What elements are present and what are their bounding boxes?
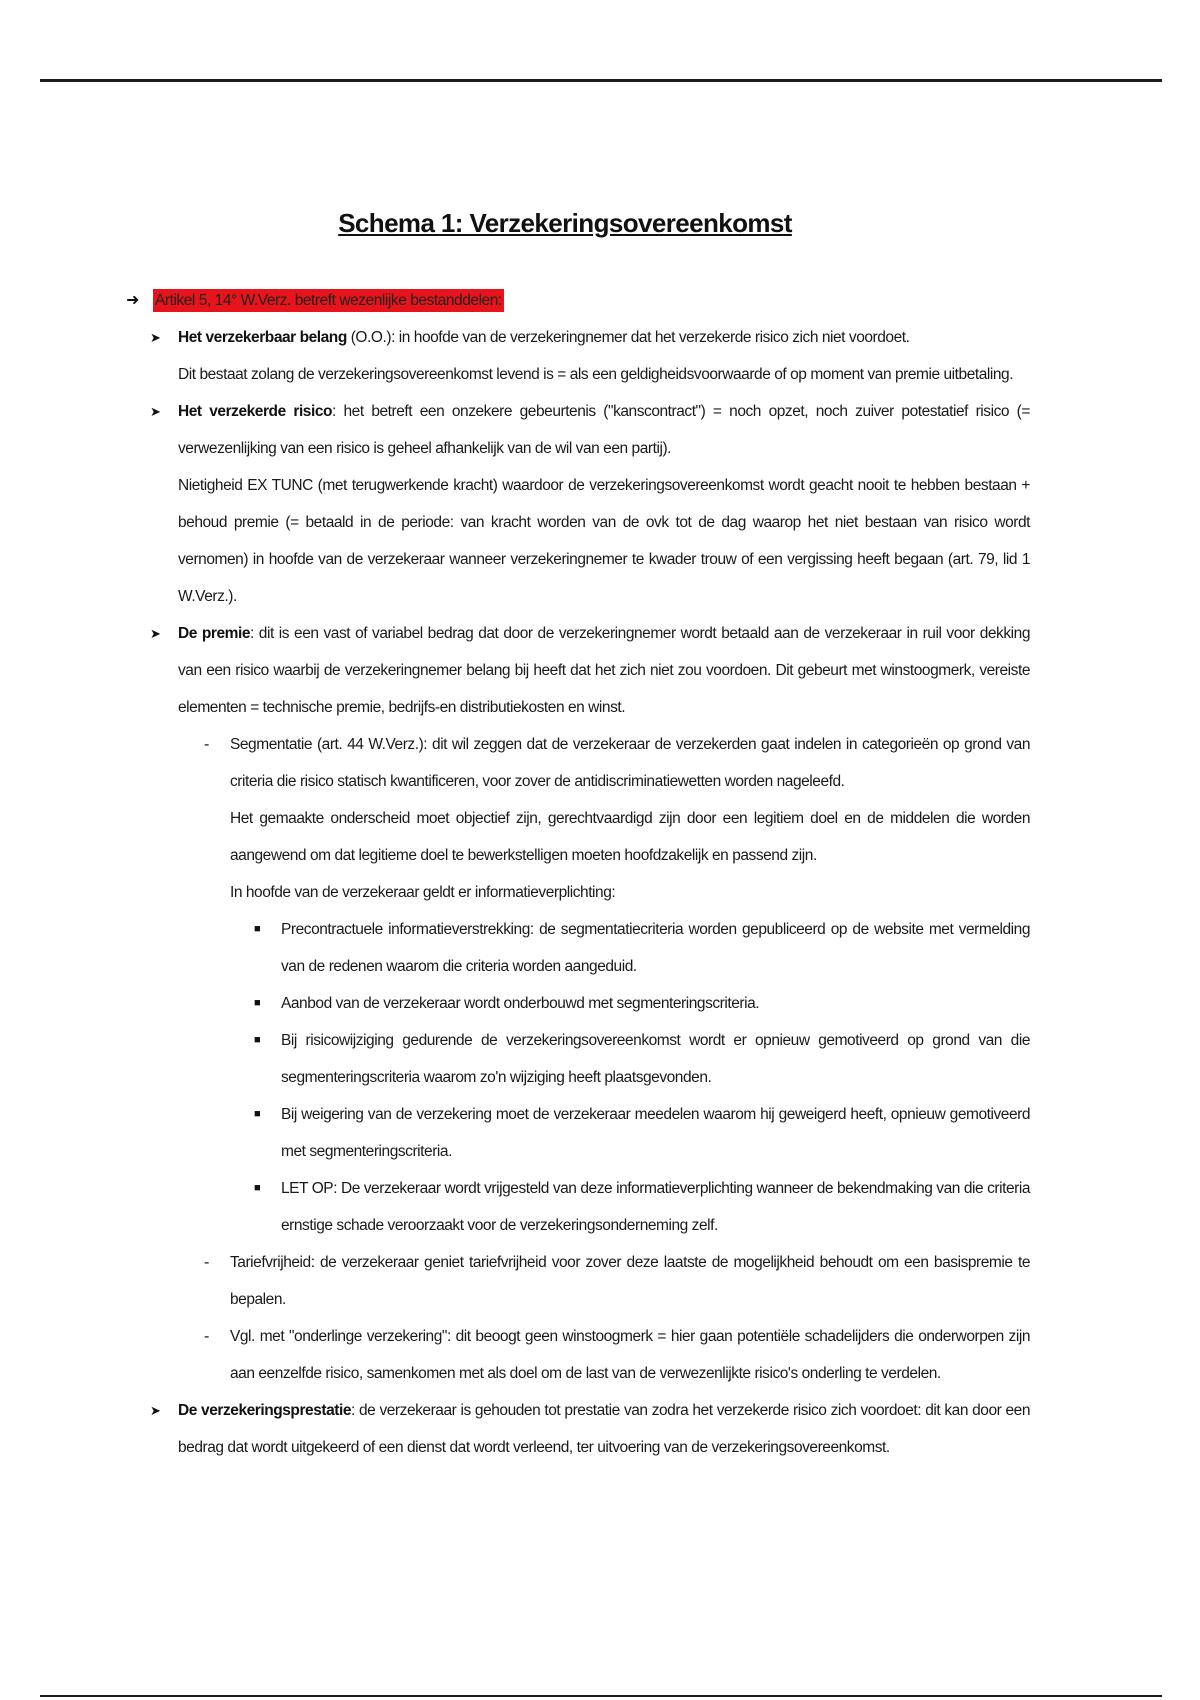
dash-bullet-icon: -: [204, 1328, 209, 1345]
arrow-right-icon: ➜: [126, 292, 139, 309]
document-body: [126, 282, 1030, 1466]
square-bullet-icon: ■: [254, 1034, 261, 1046]
list-item: [126, 1096, 1030, 1170]
sub-item-tariefvrijheid: [126, 1244, 1030, 1318]
dash-bullet-icon: -: [204, 736, 209, 753]
section-premie: [126, 615, 1030, 726]
sub-paragraph: Het gemaakte onderscheid moet objectief zijn, gerechtvaardigd zijn door een legitiem doel en de middelen die worden aangewend om dat legitieme doel te bewerkstelligen moeten hoofdzakelijk en passend zijn.: [230, 810, 1030, 864]
sub-item-text: Vgl. met "onderlinge verzekering": dit beoogt geen winstoogmerk = hier gaan potentiële schadelijders die onderworpen zijn aan eenzelfde risico, samenkomen met als doel om de last van de verwezenlijkte risico's onderling te verdelen.: [230, 1328, 1030, 1382]
section-text: (O.O.): in hoofde van de verzekeringnemer dat het verzekerde risico zich niet voordoet.: [346, 329, 910, 346]
arrowhead-bullet-icon: ➤: [150, 1403, 161, 1418]
section-text: : het betreft een onzekere gebeurtenis ("kanscontract") = noch opzet, noch zuiver potestatief risico (= verwezenlijking van een risico is geheel afhankelijk van de wil van een partij).: [178, 403, 1030, 457]
section-verzekeringsprestatie: [126, 1392, 1030, 1466]
document-title: Schema 1: Verzekeringsovereenkomst: [338, 208, 792, 238]
arrowhead-bullet-icon: ➤: [150, 404, 161, 419]
sub-item-text: Tariefvrijheid: de verzekeraar geniet tariefvrijheid voor zover deze laatste de mogelijkheid behoudt om een basispremie te bepalen.: [230, 1254, 1030, 1308]
section-paragraph: Dit bestaat zolang de verzekeringsovereenkomst levend is = als een geldigheidsvoorwaarde of op moment van premie uitbetaling.: [178, 366, 1014, 383]
article-heading: [126, 282, 1030, 319]
square-bullet-icon: ■: [254, 1182, 261, 1194]
section-text: : dit is een vast of variabel bedrag dat door de verzekeringnemer wordt betaald aan de verzekeraar in ruil voor dekking van een risico waarbij de verzekeringnemer belang bij heeft dat het zich niet zou voordoen. Dit gebeurt met winstoogmerk, vereiste elementen = technische premie, bedrijfs-en distributiekosten en winst.: [178, 625, 1030, 716]
sub-paragraph: In hoofde van de verzekeraar geldt er informatieverplichting:: [230, 884, 616, 901]
section-paragraph: Nietigheid EX TUNC (met terugwerkende kracht) waardoor de verzekeringsovereenkomst wordt geacht nooit te hebben bestaan + behoud premie (= betaald in de periode: van kracht worden van de ovk tot de dag waarop het niet bestaan van risico wordt vernomen) in hoofde van de verzekeraar wanneer verzekeringnemer te kwader trouw of een vergissing heeft begaan (art. 79, lid 1 W.Verz.).: [178, 477, 1030, 605]
section-verzekerde-risico: [126, 393, 1030, 467]
header-rule: [40, 79, 1162, 82]
list-item: [126, 1170, 1030, 1244]
section-term: De verzekeringsprestatie: [178, 1402, 351, 1419]
dash-bullet-icon: -: [204, 1254, 209, 1271]
list-item-text: Precontractuele informatieverstrekking: de segmentatiecriteria worden gepubliceerd op de website met vermelding van de redenen waarom die criteria worden aangeduid.: [281, 921, 1030, 975]
list-item-text: LET OP: De verzekeraar wordt vrijgesteld van deze informatieverplichting wanneer de bekendmaking van die criteria ernstige schade veroorzaakt voor de verzekeringsonderneming zelf.: [281, 1180, 1030, 1234]
section-text: : de verzekeraar is gehouden tot prestatie van zodra het verzekerde risico zich voordoet: dit kan door een bedrag dat wordt uitgekeerd of een dienst dat wordt verleend, ter uitvoering van de verzekeringsovereenkomst.: [178, 1402, 1030, 1456]
list-item-text: Bij weigering van de verzekering moet de verzekeraar meedelen waarom hij geweigerd heeft, opnieuw gemotiveerd met segmenteringscriteria.: [281, 1106, 1030, 1160]
list-item: [126, 1022, 1030, 1096]
list-item-text: Bij risicowijziging gedurende de verzekeringsovereenkomst wordt er opnieuw gemotiveerd op grond van die segmenteringscriteria waarom zo'n wijziging heeft plaatsgevonden.: [281, 1032, 1030, 1086]
section-term: Het verzekerbaar belang: [178, 329, 347, 346]
list-item: [126, 911, 1030, 985]
square-bullet-icon: ■: [254, 923, 261, 935]
section-verzekerbaar-belang: [126, 319, 1030, 356]
sub-item-segmentatie: [126, 726, 1030, 800]
highlighted-heading: Artikel 5, 14° W.Verz. betreft wezenlijke bestanddelen:: [153, 289, 504, 312]
square-bullet-icon: ■: [254, 1108, 261, 1120]
arrowhead-bullet-icon: ➤: [150, 626, 161, 641]
list-item: [126, 985, 1030, 1022]
list-item-text: Aanbod van de verzekeraar wordt onderbouwd met segmenteringscriteria.: [281, 995, 760, 1012]
sub-item-text: Segmentatie (art. 44 W.Verz.): dit wil zeggen dat de verzekeraar de verzekerden gaat indelen in categorieën op grond van criteria die risico statisch kwantificeren, voor zover de antidiscriminatiewetten worden nageleefd.: [230, 736, 1030, 790]
sub-item-onderlinge-verzekering: [126, 1318, 1030, 1392]
section-term: De premie: [178, 625, 250, 642]
footer-rule: [40, 1695, 1162, 1697]
arrowhead-bullet-icon: ➤: [150, 330, 161, 345]
square-bullet-icon: ■: [254, 997, 261, 1009]
section-term: Het verzekerde risico: [178, 403, 333, 420]
